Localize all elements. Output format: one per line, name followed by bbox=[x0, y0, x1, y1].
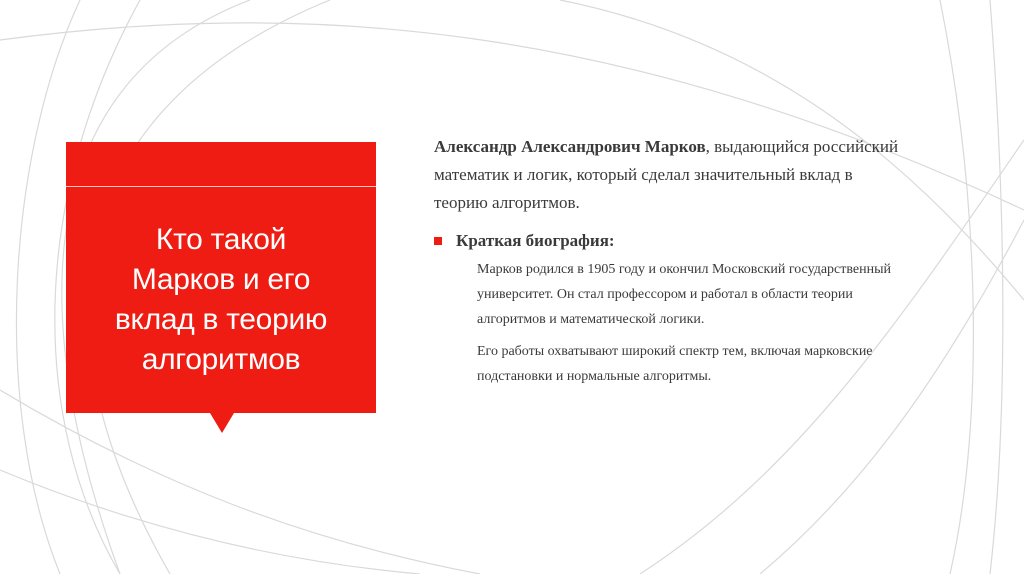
bio-section-title: Краткая биография: bbox=[456, 231, 615, 250]
arc-8 bbox=[940, 0, 973, 574]
bio-section bbox=[434, 228, 904, 254]
content-area bbox=[434, 133, 904, 396]
square-bullet-icon bbox=[434, 237, 442, 245]
arc-11 bbox=[0, 470, 420, 574]
slide-title: Кто такой Марков и его вклад в теорию алгоритмов bbox=[114, 223, 328, 376]
bio-paragraph-1: Марков родился в 1905 году и окончил Московский государственный университет. Он стал профессором и работал в области теории алгоритмов и математической логики. bbox=[477, 262, 891, 327]
title-box-divider bbox=[66, 186, 376, 187]
intro-paragraph bbox=[434, 133, 904, 217]
bio-paragraph-2: Его работы охватывают широкий спектр тем, включая марковские подстановки и нормальные алгоритмы. bbox=[477, 344, 873, 384]
title-pointer bbox=[210, 413, 234, 433]
bio-text bbox=[477, 257, 907, 389]
arc-7 bbox=[990, 0, 1003, 574]
intro-text: , выдающийся российский математик и логик, который сделал значительный вклад в теорию алгоритмов. bbox=[434, 137, 899, 212]
intro-name: Александр Александрович Марков bbox=[434, 137, 706, 156]
title-box bbox=[66, 142, 376, 413]
